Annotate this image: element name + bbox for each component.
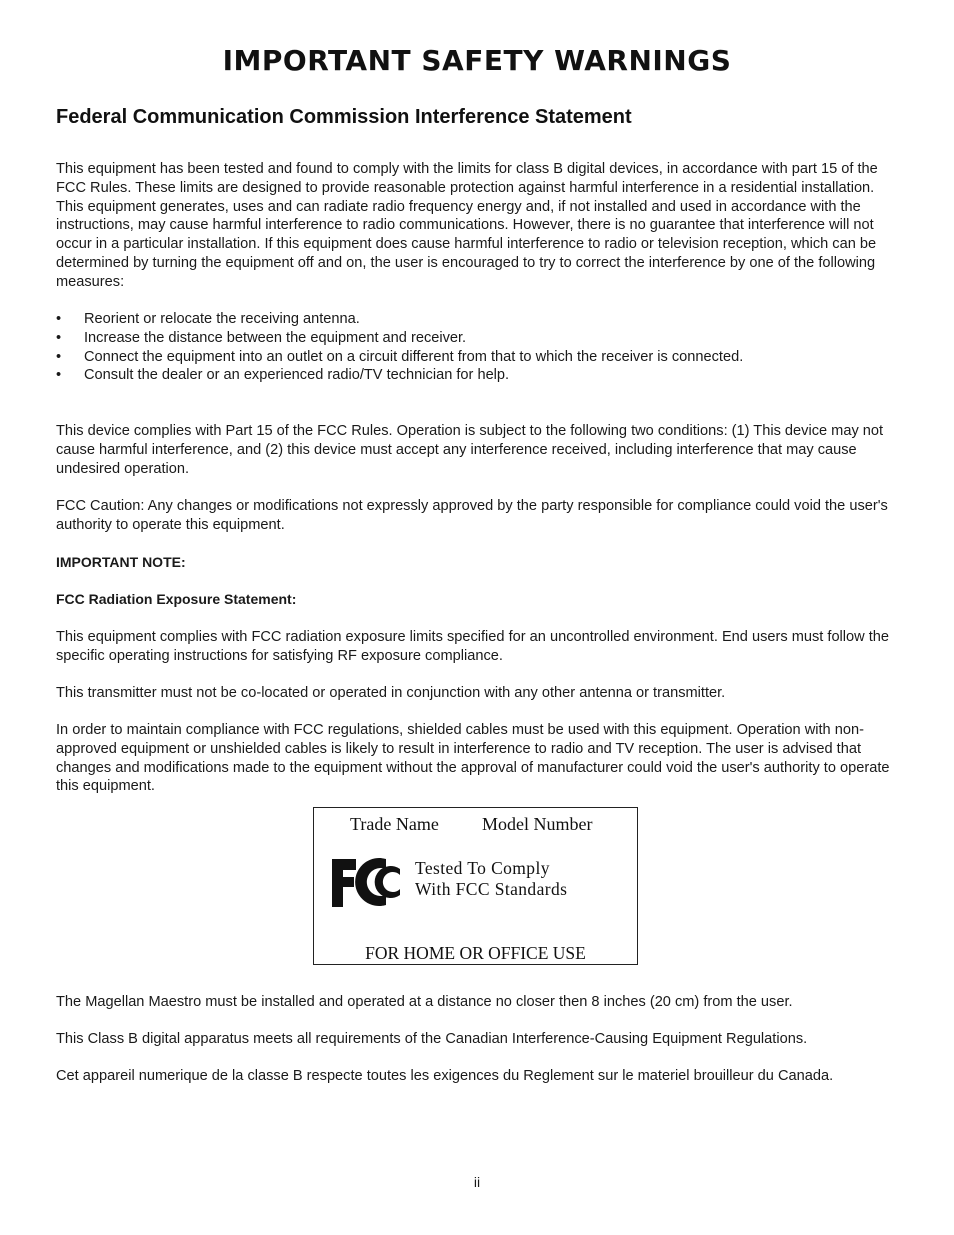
important-note-label: IMPORTANT NOTE: [56,554,186,570]
paragraph-shielded-cables [56,721,898,796]
paragraph-text: This equipment has been tested and found to comply with the limits for class B digital devices, in accordance with part 15 of the FCC Rules. These limits are designed to provide reasonable protection against harmful interference in a residential installation. This equipment generates, uses and can radiate radio frequency energy and, if not installed and used in accordance with the instructions, may cause harmful interference to radio communications. However, there is no guarantee that interference will not occur in a particular installation. If this equipment does cause harmful interference to radio or television reception, which can be determined by turning the equipment off and on, the user is encouraged to try to correct the interference by one of the following measures: [56,161,878,290]
list-item-text: Increase the distance between the equipment and receiver. [84,329,467,346]
paragraph-text: This Class B digital apparatus meets all requirements of the Canadian Interference-Causing Equipment Regulations. [56,1031,808,1047]
important-note-heading [56,553,898,572]
page-title: IMPORTANT SAFETY WARNINGS [222,44,732,77]
paragraph-text: This equipment complies with FCC radiation exposure limits specified for an uncontrolled environment. End users must follow the specific operating instructions for satisfying RF exposure compliance. [56,629,890,664]
paragraph-text: This transmitter must not be co-located or operated in conjunction with any other antenna or transmitter. [56,685,726,701]
trade-name-label: Trade Name [350,814,439,834]
bullet-marker: • [56,348,62,365]
paragraph-distance [56,993,898,1012]
list-item-text: Reorient or relocate the receiving antenna. [84,311,360,327]
fcc-compliance-label [313,807,638,965]
paragraph-text: Cet appareil numerique de la classe B respecte toutes les exigences du Reglement sur le materiel brouilleur du Canada. [56,1068,834,1084]
paragraph-text: FCC Caution: Any changes or modifications not expressly approved by the party responsible for compliance could void the user's authority to operate this equipment. [56,498,888,533]
paragraph-part15-conditions [56,422,898,478]
list-item-text: Connect the equipment into an outlet on a circuit different from that to which the receiver is connected. [84,348,744,365]
tested-line-2: With FCC Standards [415,879,568,899]
paragraph-text: In order to maintain compliance with FCC regulations, shielded cables must be used with this equipment. Operation with non-approved equipment or unshielded cables is likely to result in interference to radio and TV reception. The user is advised that changes and modifications made to the equipment without the approval of manufacturer could void the user's authority to operate this equipment. [56,722,890,795]
paragraph-canada-english [56,1030,898,1049]
page-number: ii [473,1174,481,1190]
paragraph-fcc-caution [56,497,898,535]
list-item [56,310,898,329]
paragraph-fcc-testing [56,160,898,292]
list-item [56,366,898,385]
radiation-heading [56,590,898,609]
measures-list [56,310,898,385]
paragraph-text: The Magellan Maestro must be installed and operated at a distance no closer then 8 inches (20 cm) from the user. [56,994,793,1010]
paragraph-canada-french [56,1067,898,1086]
model-number-label: Model Number [482,814,593,834]
list-item [56,348,898,367]
paragraph-co-location [56,684,898,703]
radiation-exposure-label: FCC Radiation Exposure Statement: [56,591,297,607]
paragraph-radiation-limits [56,628,898,666]
section-heading: Federal Communication Commission Interference Statement [56,106,632,128]
tested-line-1: Tested To Comply [415,858,550,878]
bullet-marker: • [56,367,62,384]
tested-statement [415,858,567,900]
list-item [56,329,898,348]
home-office-use-label: FOR HOME OR OFFICE USE [365,943,586,963]
fcc-logo-icon [330,855,404,909]
bullet-marker: • [56,329,62,346]
list-item-text: Consult the dealer or an experienced radio/TV technician for help. [84,367,510,384]
paragraph-text: This device complies with Part 15 of the FCC Rules. Operation is subject to the following two conditions: (1) This device may not cause harmful interference, and (2) this device must accept any interference received, including interference that may cause undesired operation. [56,423,884,477]
bullet-marker: • [56,311,62,327]
